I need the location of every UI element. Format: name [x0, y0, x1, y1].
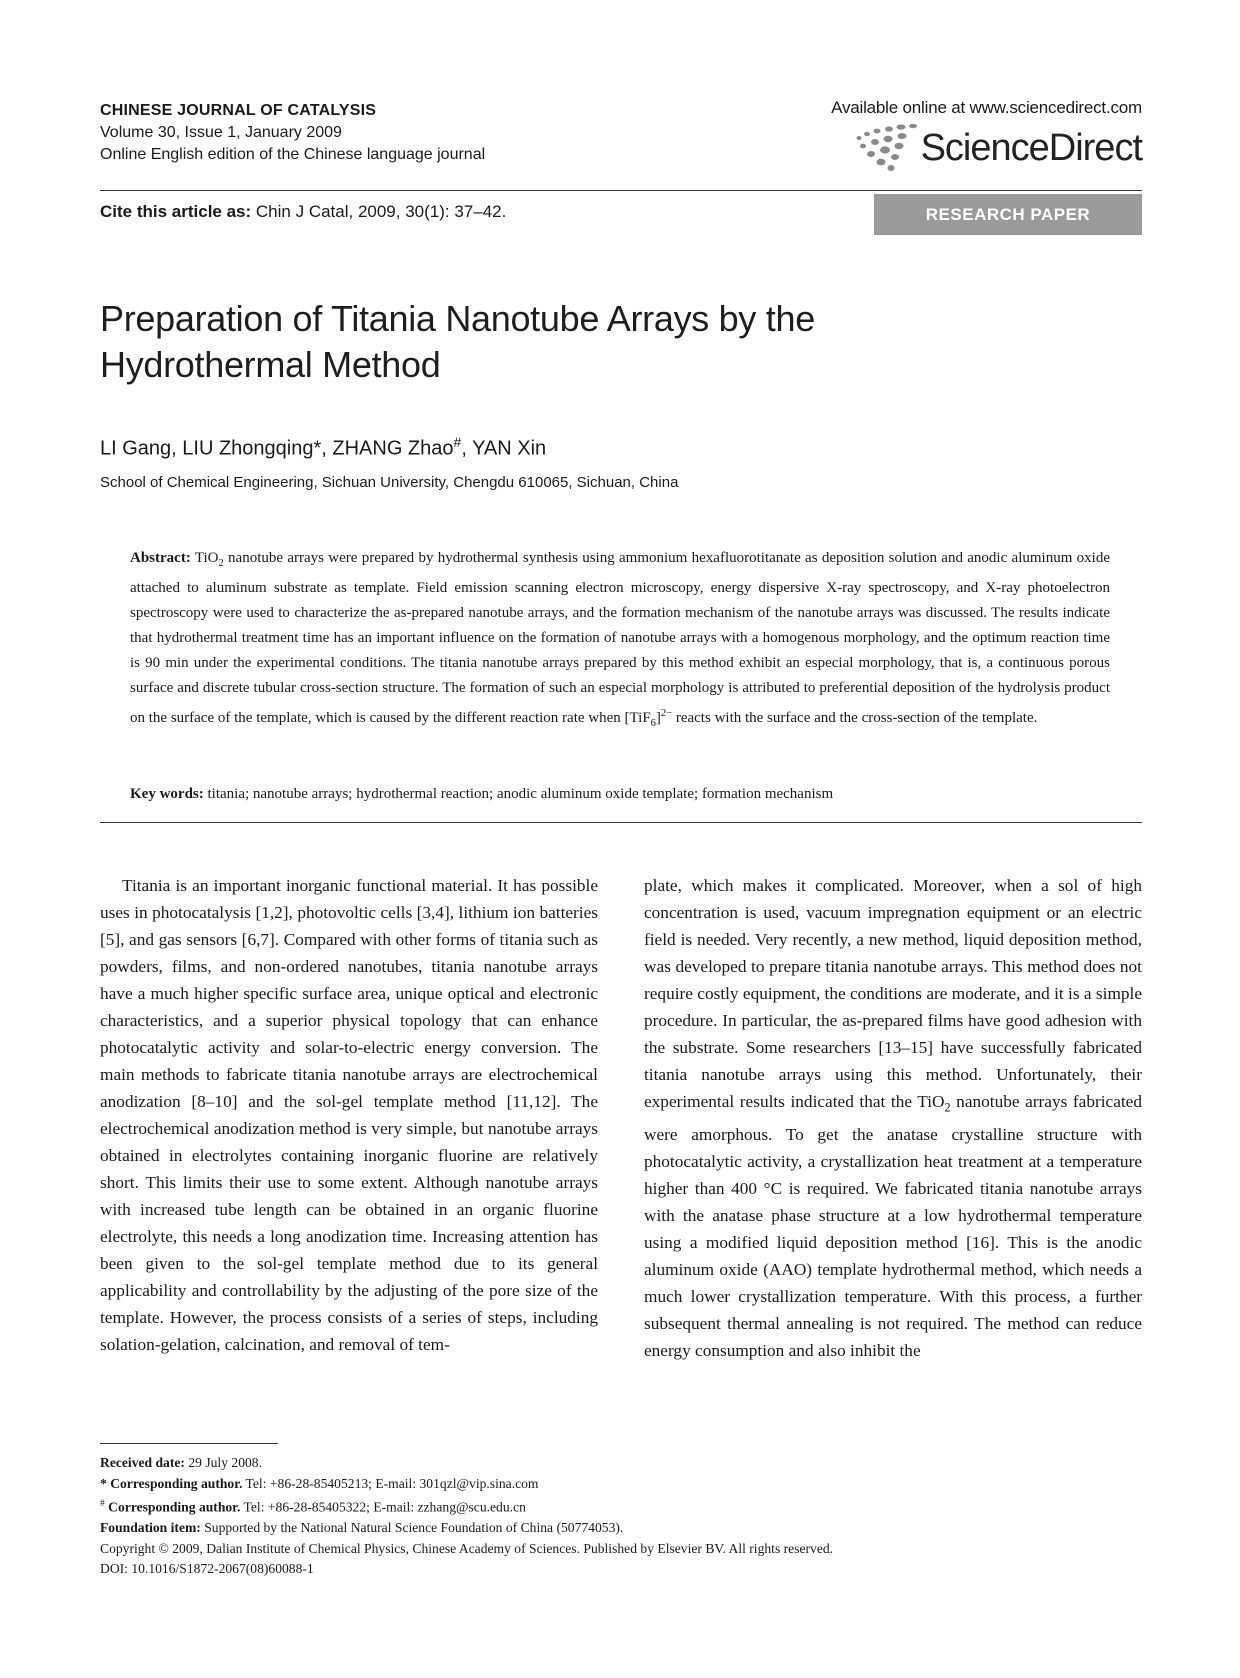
citation [100, 202, 506, 222]
keywords-text: titania; nanotube arrays; hydrothermal reaction; anodic aluminum oxide template; formation mechanism [207, 786, 834, 802]
available-online-link[interactable]: Available online at www.sciencedirect.com [831, 98, 1142, 117]
abstract-sub-1: 2 [218, 558, 224, 569]
foundation-item [100, 1518, 1160, 1539]
keywords [130, 786, 1110, 803]
journal-name: CHINESE JOURNAL OF CATALYSIS [100, 102, 377, 119]
sciencedirect-dots-icon [853, 124, 921, 172]
sciencedirect-block [786, 98, 1142, 172]
abstract-divider [100, 822, 1142, 823]
received-text: 29 July 2008. [188, 1455, 262, 1470]
footnotes [100, 1453, 1160, 1580]
doi[interactable]: DOI: 10.1016/S1872-2067(08)60088-1 [100, 1561, 314, 1577]
keywords-label: Key words: [130, 786, 204, 802]
authors-part1: LI Gang, LIU Zhongqing*, ZHANG Zhao [100, 437, 454, 460]
author-list [100, 434, 546, 461]
corresponding-author-2 [100, 1494, 1160, 1518]
corr1-text: Tel: +86-28-85405213; E-mail: 301qzl@vip.sina.com [245, 1475, 539, 1491]
abstract-sup: 2− [660, 708, 673, 719]
corr2-label: Corresponding author. [108, 1499, 241, 1515]
citation-label: Cite this article as: [100, 202, 252, 221]
foundation-text: Supported by the National Natural Science Foundation of China (50774053). [204, 1520, 624, 1536]
edition-line: Online English edition of the Chinese language journal [100, 146, 486, 163]
abstract-bracket: ] [655, 710, 661, 726]
body-right-text-1: plate, which makes it complicated. Moreover, when a sol of high concentration is used, vacuum impregnation equipment or an electric field is needed. Very recently, a new method, liquid deposition method, was developed to prepare titania nanotube arrays. This method does not require costly equipment, the conditions are moderate, and it is a simple procedure. In particular, the as-prepared films have good adhesion with the substrate. Some researchers [13–15] have successfully fabricated titania nanotube arrays using this method. Unfortunately, their experimental results indicated that the TiO [644, 876, 1142, 1111]
corresponding-author-1 [100, 1474, 1160, 1495]
body-right-sub: 2 [944, 1100, 951, 1115]
received-label: Received date: [100, 1455, 185, 1470]
received-date [100, 1453, 1160, 1474]
abstract-text-2: nanotube arrays were prepared by hydrothermal synthesis using ammonium hexafluorotitanate as deposition solution and anodic aluminum oxide attached to aluminum substrate as template. Field emission scanning electron microscopy, energy dispersive X-ray spectroscopy, and X-ray photoelectron spectroscopy were used to characterize the as-prepared nanotube arrays, and the formation mechanism of the nanotube arrays was discussed. The results indicate that hydrothermal treatment time has an important influence on the formation of nanotube arrays with a homogenous morphology, and the optimum reaction time is 90 min under the experimental conditions. The titania nanotube arrays prepared by this method exhibit an especial morphology, that is, a continuous porous surface and discrete tubular cross-section structure. The formation of such an especial morphology is attributed to preferential deposition of the hydrolysis product on the surface of the template, which is caused by the different reaction rate when [TiF [130, 550, 1110, 726]
abstract-label: Abstract: [130, 550, 191, 566]
copyright: Copyright © 2009, Dalian Institute of Chemical Physics, Chinese Academy of Sciences. Published by Elsevier BV. All rights reserved. [100, 1540, 834, 1556]
citation-text: Chin J Catal, 2009, 30(1): 37–42. [255, 202, 507, 221]
article-title: Preparation of Titania Nanotube Arrays by the Hydrothermal Method [100, 298, 815, 385]
paper-type-badge: RESEARCH PAPER [874, 194, 1142, 235]
journal-header [100, 102, 660, 164]
corr2-text: Tel: +86-28-85405322; E-mail: zzhang@scu.edu.cn [243, 1499, 526, 1515]
sciencedirect-logo-text: ScienceDirect [920, 126, 1142, 169]
footnote-divider [100, 1443, 278, 1444]
sciencedirect-logo[interactable] [786, 124, 1142, 172]
abstract [130, 546, 1110, 736]
foundation-label: Foundation item: [100, 1520, 201, 1536]
affiliation: School of Chemical Engineering, Sichuan University, Chengdu 610065, Sichuan, China [100, 474, 679, 491]
abstract-text-3: reacts with the surface and the cross-section of the template. [672, 710, 1038, 726]
body-column-left: Titania is an important inorganic functional material. It has possible uses in photocatalysis [1,2], photovoltic cells [3,4], lithium ion batteries [5], and gas sensors [6,7]. Compared with other forms of titania such as powders, films, and non-ordered nanotubes, titania nanotube arrays have a much higher specific surface area, unique optical and electronic characteristics, and a superior physical topology that can enhance photocatalytic activity and solar-to-electric energy conversion. The main methods to fabricate titania nanotube arrays are electrochemical anodization [8–10] and the sol-gel template method [11,12]. The electrochemical anodization method is very simple, but nanotube arrays obtained in electrolytes containing inorganic fluorine are relatively short. This limits their use to some extent. Although nanotube arrays with increased tube length can be obtained in an organic fluorine electrolyte, this needs a long anodization time. Increasing attention has been given to the sol-gel template method due to its general applicability and controllability by the adjusting of the pore size of the template. However, the process consists of a series of steps, including solation-gelation, calcination, and removal of tem- [100, 876, 598, 1354]
body-right-text-2: nanotube arrays fabricated were amorphous. To get the anatase crystalline structure with photocatalytic activity, a crystallization heat treatment at a temperature higher than 400 °C is required. We fabricated titania nanotube arrays with the anatase phase structure at a low hydrothermal temperature using a modified liquid deposition method [16]. This is the anodic aluminum oxide (AAO) template hydrothermal method, which needs a much lower crystallization temperature. With this process, a further subsequent thermal annealing is not required. The method can reduce energy consumption and also inhibit the [644, 1092, 1142, 1361]
authors-marker: # [453, 434, 462, 450]
corr2-marker: # [100, 1499, 105, 1509]
corr1-label: * Corresponding author. [100, 1475, 243, 1491]
body-column-right [644, 872, 1142, 1364]
header-divider [100, 190, 1142, 191]
volume-line: Volume 30, Issue 1, January 2009 [100, 124, 342, 141]
abstract-text-1: TiO [194, 550, 219, 566]
abstract-sub-2: 6 [650, 718, 656, 729]
authors-part2: , YAN Xin [461, 437, 547, 460]
